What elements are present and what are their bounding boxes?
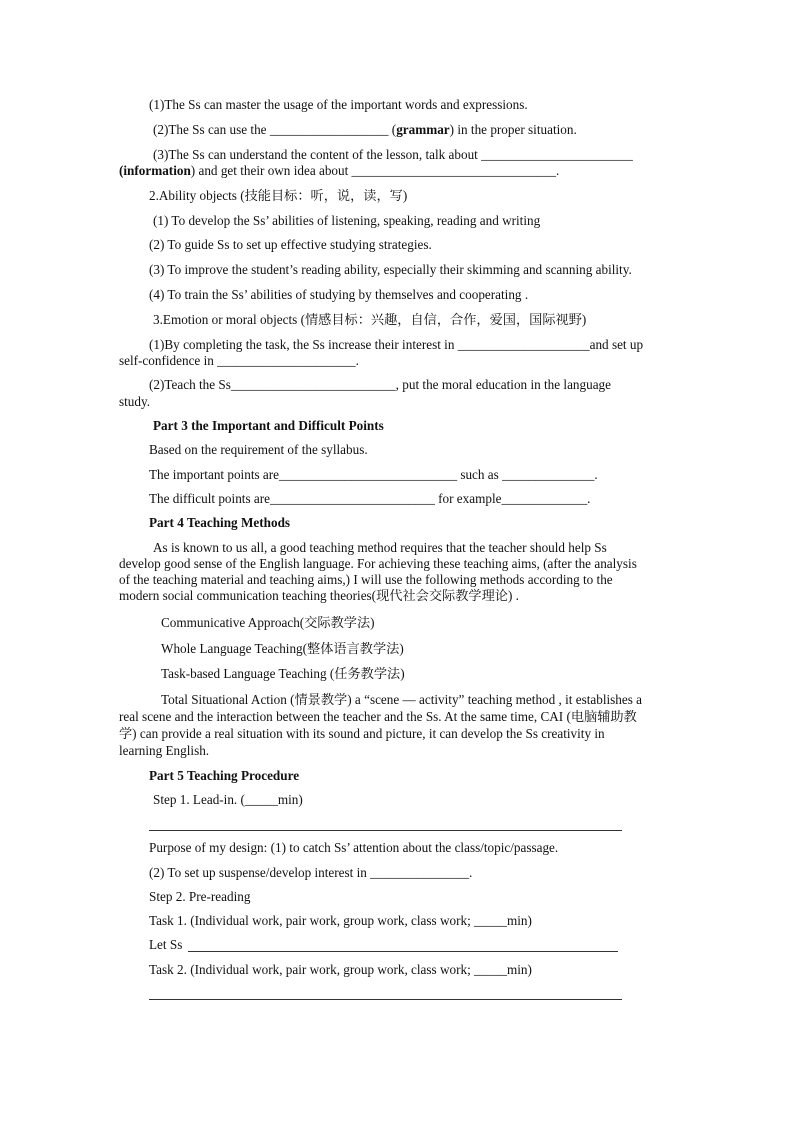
part3-important-points: The important points are___________________________ such as ______________.: [149, 467, 598, 482]
information-keyword: (information: [119, 163, 191, 178]
answer-line: [149, 999, 622, 1000]
step2-prereading: Step 2. Pre-reading: [149, 889, 251, 904]
knowledge-item-2: [153, 122, 577, 138]
ability-item-2: (2) To guide Ss to set up effective studying strategies.: [149, 237, 432, 252]
tsa-line-2: real scene and the interaction between the teacher and the Ss. At the same time, CAI (电脑辅助教: [119, 709, 637, 724]
knowledge-item-2-pre: (2)The Ss can use the __________________ (: [153, 122, 397, 137]
method-whole-language: Whole Language Teaching(整体语言教学法): [161, 641, 404, 656]
part4-para-line-2: develop good sense of the English language. For achieving these teaching aims, (after the analysis: [119, 556, 637, 571]
answer-line: [188, 951, 618, 952]
purpose-line: Purpose of my design: (1) to catch Ss’ attention about the class/topic/passage.: [149, 840, 559, 855]
part3-difficult-points: The difficult points are_________________________ for example_____________.: [149, 491, 591, 506]
let-ss-label: Let Ss: [149, 937, 186, 952]
knowledge-item-3-line-2: [119, 163, 559, 179]
tsa-line-4: learning English.: [119, 743, 210, 758]
part4-heading: Part 4 Teaching Methods: [149, 515, 291, 530]
ability-heading: 2.Ability objects (技能目标：听，说，读，写): [149, 188, 408, 203]
emotion-item-1-line-2: self-confidence in _____________________.: [119, 353, 359, 368]
emotion-item-2-line-1: (2)Teach the Ss_________________________, put the moral education in the language: [149, 377, 612, 392]
tsa-line-1: Total Situational Action (情景教学) a “scene — activity” teaching method , it establishes a: [161, 692, 643, 707]
ability-item-4: (4) To train the Ss’ abilities of studying by themselves and cooperating .: [149, 287, 529, 302]
part4-para-line-4: modern social communication teaching theories(现代社会交际教学理论) .: [119, 588, 519, 603]
part4-para-line-1: As is known to us all, a good teaching method requires that the teacher should help Ss: [153, 540, 607, 555]
part3-line-1: Based on the requirement of the syllabus.: [149, 442, 368, 457]
knowledge-item-1: (1)The Ss can master the usage of the important words and expressions.: [149, 97, 528, 112]
suspense-line: (2) To set up suspense/develop interest in _______________.: [149, 865, 473, 880]
step1-leadin: Step 1. Lead-in. (_____min): [153, 792, 303, 807]
task2-line: Task 2. (Individual work, pair work, group work, class work; _____min): [149, 962, 532, 977]
knowledge-item-2-post: ) in the proper situation.: [449, 122, 577, 137]
part3-heading: Part 3 the Important and Difficult Points: [153, 418, 384, 433]
knowledge-item-3-line-1: (3)The Ss can understand the content of the lesson, talk about _______________________: [153, 147, 633, 162]
method-task-based: Task-based Language Teaching (任务教学法): [161, 666, 405, 681]
part5-heading: Part 5 Teaching Procedure: [149, 768, 300, 783]
ability-item-1: (1) To develop the Ss’ abilities of listening, speaking, reading and writing: [153, 213, 541, 228]
part4-para-line-3: of the teaching material and teaching aims,) I will use the following methods according to the: [119, 572, 613, 587]
grammar-keyword: grammar: [396, 122, 450, 137]
emotion-item-2-line-2: study.: [119, 394, 151, 409]
ability-item-3: (3) To improve the student’s reading ability, especially their skimming and scanning ability.: [149, 262, 632, 277]
method-communicative: Communicative Approach(交际教学法): [161, 615, 375, 630]
tsa-line-3: 学) can provide a real situation with its sound and picture, it can develop the Ss creativity in: [119, 726, 605, 741]
emotion-heading: 3.Emotion or moral objects (情感目标：兴趣，自信，合作，爱国，国际视野): [153, 312, 587, 327]
emotion-item-1-line-1: (1)By completing the task, the Ss increase their interest in ____________________and set up: [149, 337, 644, 352]
task1-line: Task 1. (Individual work, pair work, group work, class work; _____min): [149, 913, 532, 928]
knowledge-item-3-post: ) and get their own idea about _______________________________.: [190, 163, 560, 178]
answer-line: [149, 830, 622, 831]
